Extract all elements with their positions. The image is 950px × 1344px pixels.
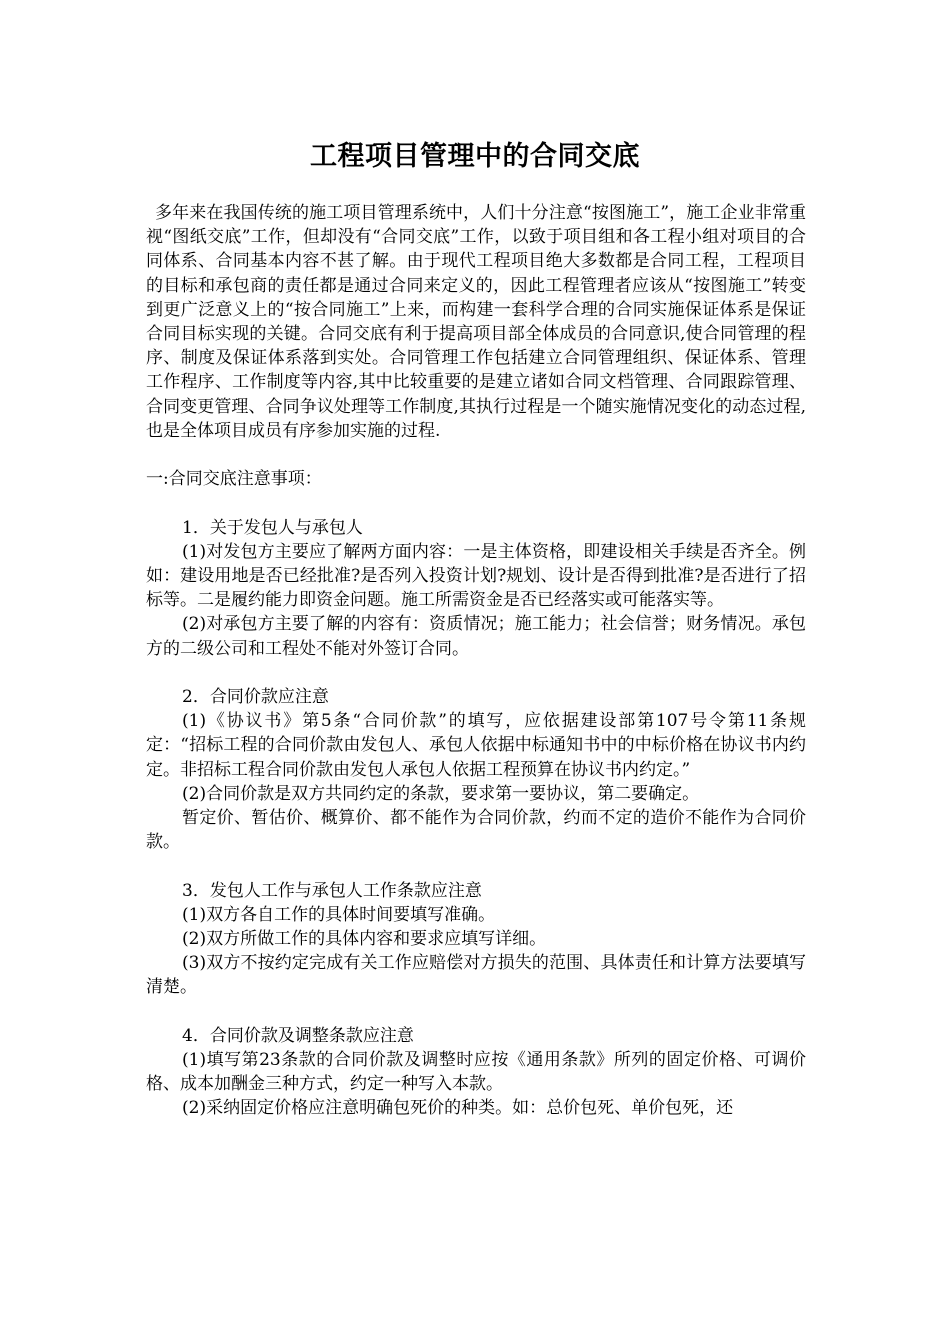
blank-line — [146, 1000, 806, 1024]
intro-paragraph: 多年来在我国传统的施工项目管理系统中，人们十分注意“按图施工”，施工企业非常重视“图纸交底”工作，但却没有“合同交底”工作，以致于项目组和各工程小组对项目的合同体系、合同基本内容不甚了解。由于现代工程项目绝大多数都是合同工程，工程项目的目标和承包商的责任都是通过合同来定义的，因此工程管理者应该从“按图施工”转变到更广泛意义上的“按合同施工”上来，而构建一套科学合理的合同实施保证体系是保证合同目标实现的关键。合同交底有利于提高项目部全体成员的合同意识,使合同管理的程序、制度及保证体系落到实处。合同管理工作包括建立合同管理组织、保证体系、管理工作程序、工作制度等内容,其中比较重要的是建立诸如合同文档管理、合同跟踪管理、合同变更管理、合同争议处理等工作制度,其执行过程是一个随实施情况变化的动态过程,也是全体项目成员有序参加实施的过程. — [146, 203, 806, 441]
item4-paragraph-2: (2)采纳固定价格应注意明确包死价的种类。如：总价包死、单价包死，还 — [182, 1098, 734, 1119]
blank-line — [146, 661, 806, 685]
item-heading-1: 1．关于发包人与承包人 — [182, 517, 363, 538]
item4-paragraph-1: (1)填写第23条款的合同价款及调整时应按《通用条款》所列的固定价格、可调价格、成本加酬金三种方式，约定一种写入本款。 — [146, 1050, 806, 1095]
document-title: 工程项目管理中的合同交底 — [310, 141, 640, 172]
blank-line — [146, 854, 806, 878]
item-heading-2: 2．合同价款应注意 — [182, 687, 329, 708]
item2-paragraph-1: (1)《协议书》第5条“合同价款”的填写，应依据建设部第107号令第11条规定：“招标工程的合同价款由发包人、承包人依据中标通知书中的中标价格在协议书内约定。非招标工程合同价款由发包人承包人依据工程预算在协议书内约定。” — [146, 711, 806, 780]
item2-paragraph-2: (2)合同价款是双方共同约定的条款，要求第一要协议，第二要确定。 — [182, 783, 700, 804]
document-body — [146, 201, 806, 1121]
item-heading-4: 4．合同价款及调整条款应注意 — [182, 1025, 414, 1046]
item2-paragraph-3: 暂定价、暂估价、概算价、都不能作为合同价款，约而不定的造价不能作为合同价款。 — [146, 808, 806, 853]
blank-line — [146, 491, 806, 515]
blank-line — [146, 443, 806, 467]
item3-paragraph-1: (1)双方各自工作的具体时间要填写准确。 — [182, 904, 496, 925]
item3-paragraph-3: (3)双方不按约定完成有关工作应赔偿对方损失的范围、具体责任和计算方法要填写清楚。 — [146, 953, 806, 998]
item1-paragraph-1: (1)对发包方主要应了解两方面内容：一是主体资格，即建设相关手续是否齐全。例如：建设用地是否已经批准?是否列入投资计划?规划、设计是否得到批准?是否进行了招标等。二是履约能力即资金问题。施工所需资金是否已经落实或可能落实等。 — [146, 541, 806, 611]
item-heading-3: 3．发包人工作与承包人工作条款应注意 — [182, 880, 482, 901]
item3-paragraph-2: (2)双方所做工作的具体内容和要求应填写详细。 — [182, 929, 547, 950]
item1-paragraph-2: (2)对承包方主要了解的内容有：资质情况；施工能力；社会信誉；财务情况。承包方的二级公司和工程处不能对外签订合同。 — [146, 614, 806, 659]
section-heading: 一:合同交底注意事项： — [146, 469, 322, 490]
